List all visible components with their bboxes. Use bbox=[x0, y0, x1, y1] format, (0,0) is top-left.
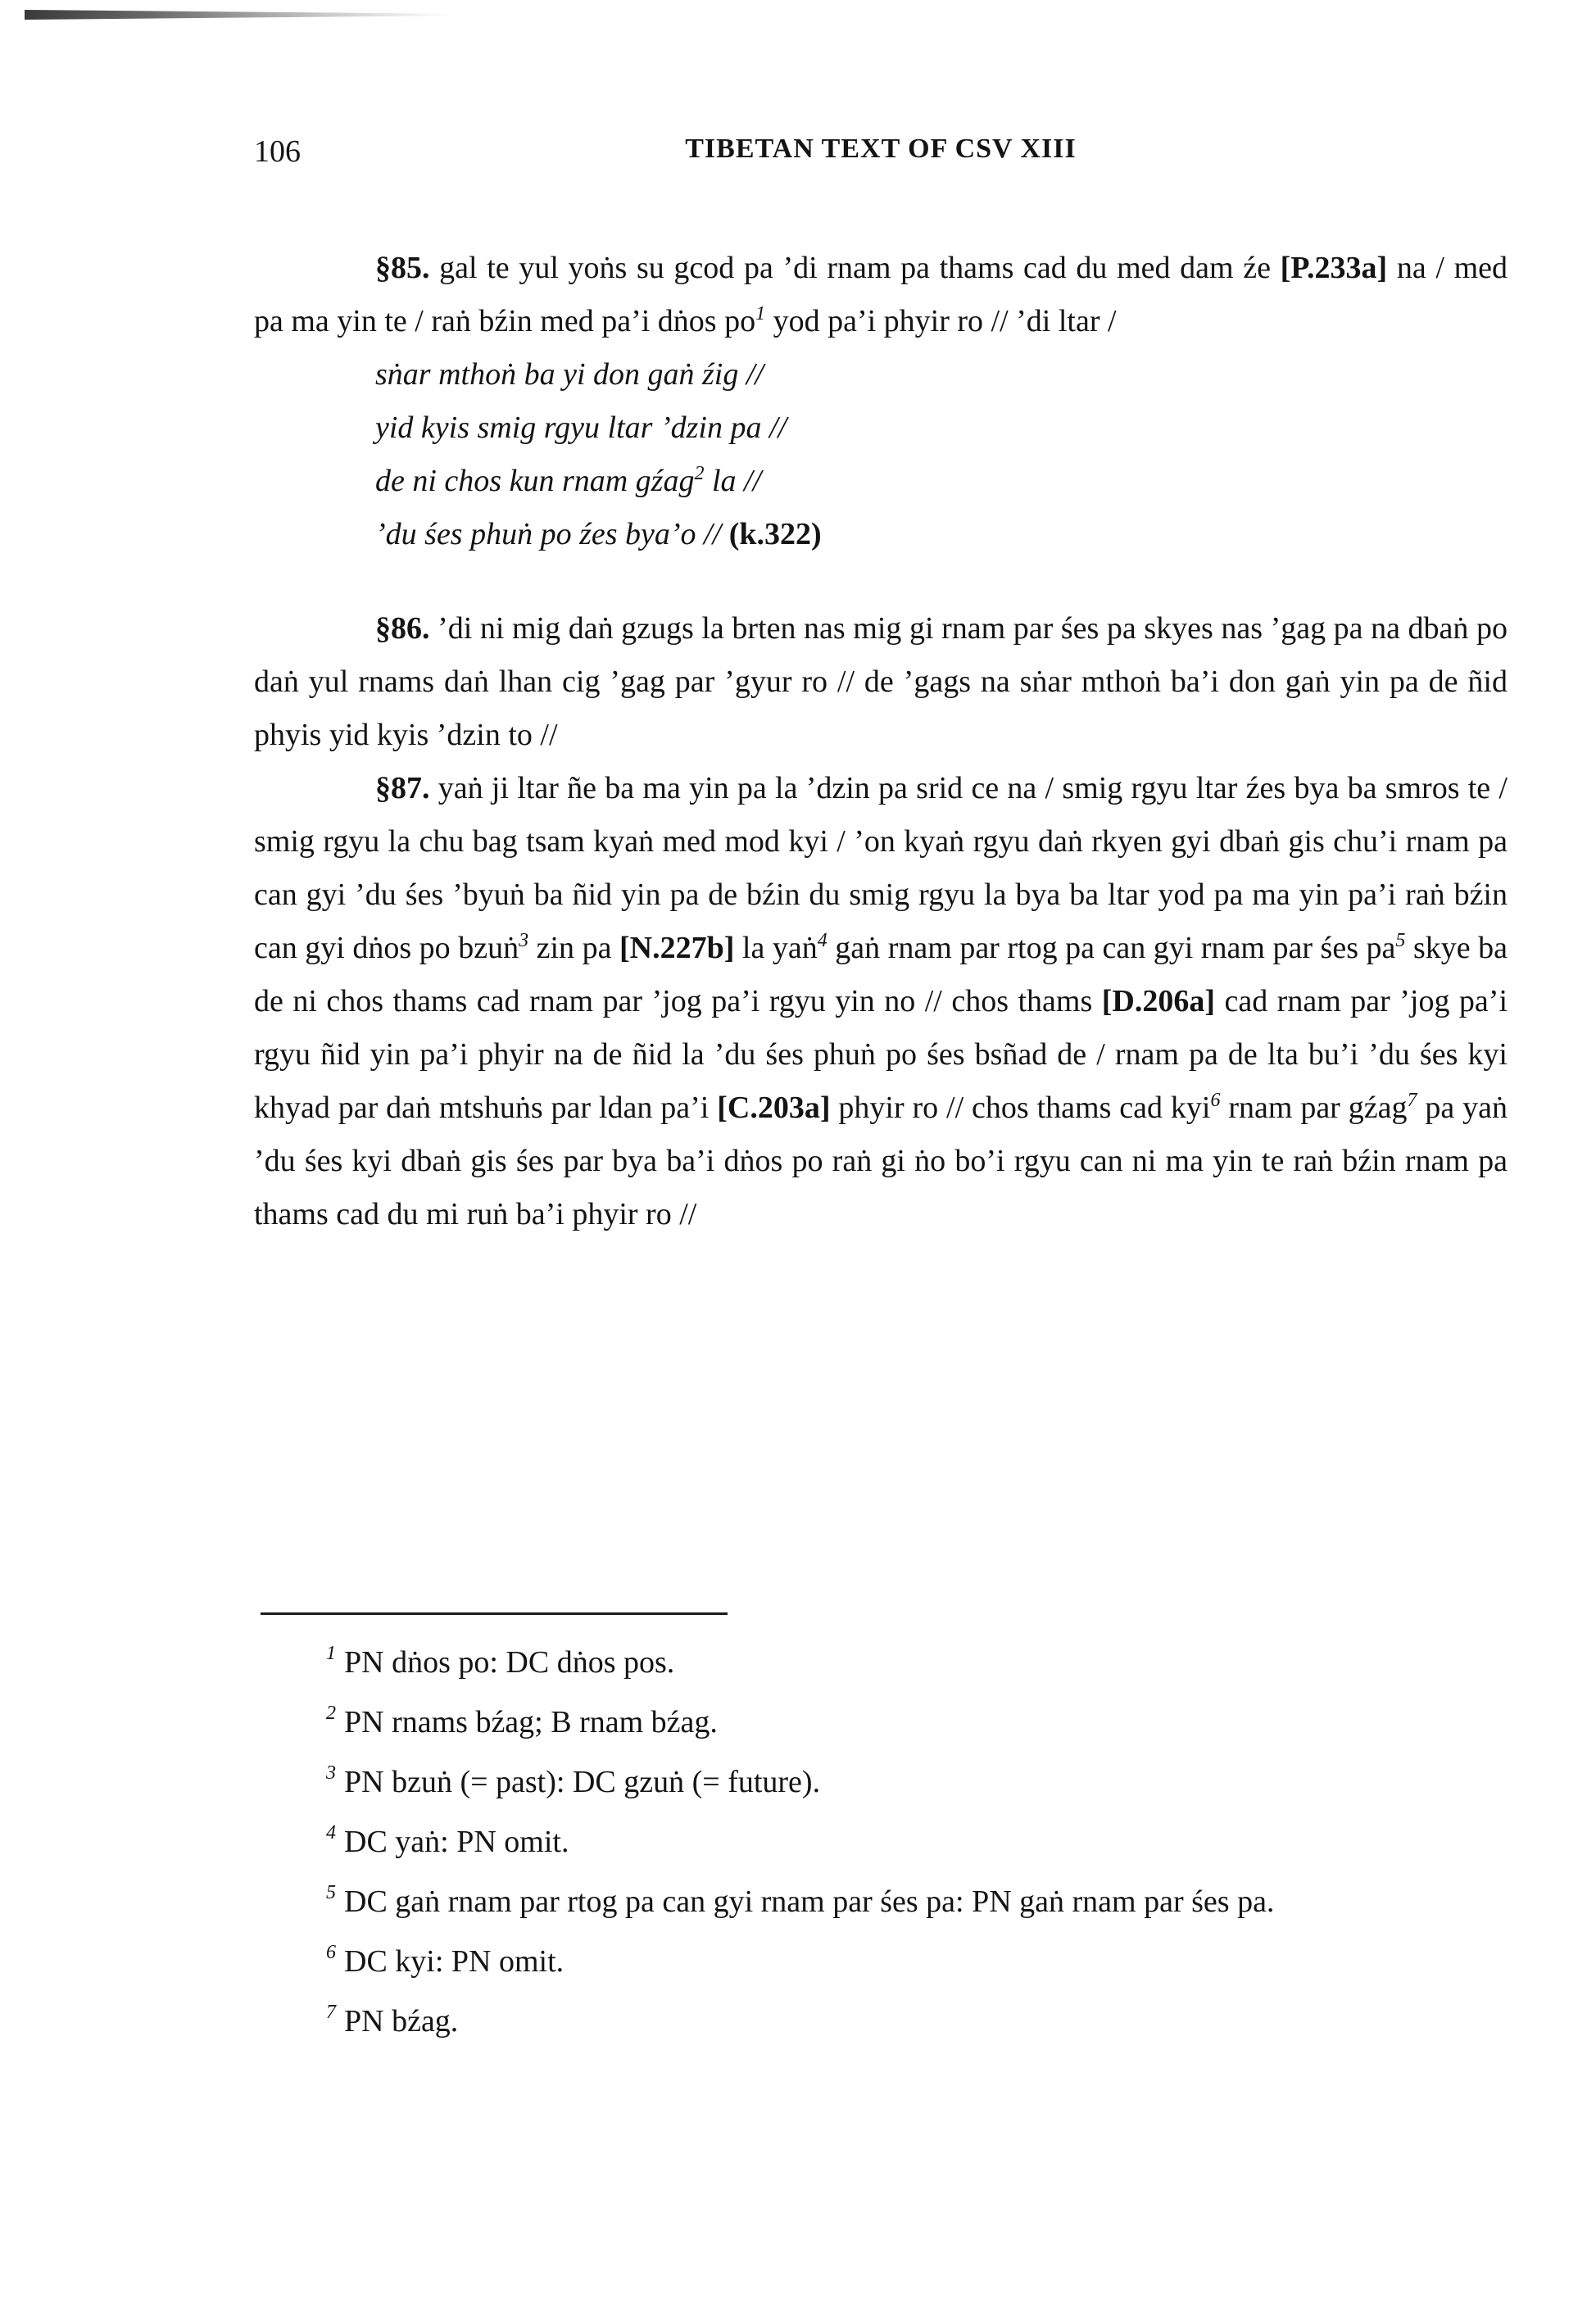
footnote-number: 7 bbox=[326, 2002, 336, 2023]
footnote-number: 4 bbox=[326, 1822, 336, 1844]
karika-reference: (k.322) bbox=[728, 517, 822, 551]
paragraph-87 bbox=[254, 762, 1508, 1241]
paragraph-text: gaṅ rnam par rtog pa can gyi rnam par śes pa bbox=[827, 931, 1396, 965]
folio-reference: [P.233a] bbox=[1280, 251, 1388, 285]
paragraph-text: zin pa bbox=[528, 931, 619, 965]
footnote-marker: 3 bbox=[519, 930, 529, 951]
scan-artifact bbox=[25, 10, 451, 20]
footnote-text: PN dṅos po: DC dṅos pos. bbox=[344, 1645, 675, 1680]
main-text bbox=[254, 242, 1508, 1241]
paragraph-text: phyir ro // chos thams cad kyi bbox=[830, 1091, 1211, 1125]
verse-line: yid kyis smig rgyu ltar ’dzin pa // bbox=[375, 410, 787, 445]
paragraph-text: na / med pa ma yin te / raṅ bźin med pa’i dṅos po bbox=[254, 251, 1508, 338]
footnotes bbox=[326, 1633, 1506, 2052]
paragraph-text: rnam par gźag bbox=[1220, 1091, 1408, 1125]
paragraph-86 bbox=[254, 602, 1508, 762]
footnote-marker: 4 bbox=[817, 930, 827, 951]
footnote-number: 3 bbox=[326, 1762, 336, 1784]
page-number: 106 bbox=[254, 134, 301, 169]
section-number: §87. bbox=[375, 771, 430, 805]
paragraph-text: ’di ni mig daṅ gzugs la brten nas mig gi rnam par śes pa skyes nas ’gag pa na dbaṅ po daṅ yul rnams daṅ lhan cig ’gag par ’gyur ro // de ’gags na sṅar mthoṅ ba’i don gaṅ yin pa de ñid phyis yid kyis ’dzin to // bbox=[254, 611, 1508, 752]
footnote-number: 2 bbox=[326, 1703, 336, 1724]
folio-reference: [N.227b] bbox=[619, 931, 735, 965]
footnote-divider bbox=[261, 1612, 728, 1615]
footnote-number: 5 bbox=[326, 1882, 336, 1903]
footnote-marker: 2 bbox=[694, 463, 705, 484]
footnote-marker: 1 bbox=[755, 303, 766, 324]
folio-reference: [C.203a] bbox=[717, 1091, 831, 1125]
footnote-text: PN bźag. bbox=[344, 2004, 459, 2039]
section-number: §86. bbox=[375, 611, 430, 646]
verse-text: de ni chos kun rnam gźag bbox=[375, 464, 695, 498]
footnote-text: PN rnams bźag; B rnam bźag. bbox=[344, 1705, 718, 1739]
verse-block bbox=[375, 348, 1508, 561]
page-header bbox=[254, 134, 1508, 183]
footnote-marker: 7 bbox=[1407, 1090, 1417, 1111]
footnote bbox=[326, 1872, 1506, 1932]
verse-line bbox=[375, 455, 1508, 508]
running-title: TIBETAN TEXT OF CSV XIII bbox=[685, 134, 1077, 164]
footnote bbox=[326, 1633, 1506, 1693]
footnote bbox=[326, 1992, 1506, 2052]
verse-text: ’du śes phuṅ po źes bya’o // bbox=[375, 517, 729, 551]
footnote-marker: 6 bbox=[1210, 1090, 1221, 1111]
paragraph-text: yod pa’i phyir ro // ’di ltar / bbox=[765, 304, 1117, 338]
footnote bbox=[326, 1693, 1506, 1753]
footnote bbox=[326, 1753, 1506, 1812]
verse-text: la // bbox=[704, 464, 762, 498]
footnote-marker: 5 bbox=[1395, 930, 1406, 951]
footnote bbox=[326, 1812, 1506, 1872]
footnote-text: DC gaṅ rnam par rtog pa can gyi rnam par śes pa: PN gaṅ rnam par śes pa. bbox=[344, 1884, 1275, 1919]
paragraph-85 bbox=[254, 242, 1508, 348]
paragraph-text: skye ba de ni chos thams cad rnam par ’jog pa’i rgyu yin no // chos thams bbox=[254, 931, 1508, 1018]
section-number: §85. bbox=[375, 251, 430, 285]
verse-line: sṅar mthoṅ ba yi don gaṅ źig // bbox=[375, 357, 764, 392]
footnote-text: PN bzuṅ (= past): DC gzuṅ (= future). bbox=[344, 1765, 821, 1799]
verse-line bbox=[375, 508, 1508, 561]
paragraph-text: yaṅ ji ltar ñe ba ma yin pa la ’dzin pa srid ce na / smig rgyu ltar źes bya ba smros te / smig rgyu la chu bag tsam kyaṅ med mod kyi / ’on kyaṅ rgyu daṅ rkyen gyi dbaṅ gis chu’i rnam pa can gyi ’du śes ’byuṅ ba ñid yin pa de bźin du smig rgyu la bya ba ltar yod pa ma yin pa’i raṅ bźin can gyi dṅos po bzuṅ bbox=[254, 771, 1508, 965]
paragraph-text: la yaṅ bbox=[734, 931, 818, 965]
footnote-text: DC kyi: PN omit. bbox=[344, 1944, 564, 1979]
paragraph-text: cad rnam par ’jog pa’i rgyu ñid yin pa’i phyir na de ñid la ’du śes phuṅ po śes bsñad de / rnam pa de lta bu’i ’du śes kyi khyad par daṅ mtshuṅs par ldan pa’i bbox=[254, 984, 1508, 1125]
footnote-number: 6 bbox=[326, 1942, 336, 1963]
footnote-number: 1 bbox=[326, 1643, 336, 1664]
folio-reference: [D.206a] bbox=[1101, 984, 1215, 1018]
footnote bbox=[326, 1932, 1506, 1992]
paragraph-text: gal te yul yoṅs su gcod pa ’di rnam pa thams cad du med dam źe bbox=[429, 251, 1281, 285]
paragraph-text: pa yaṅ ’du śes kyi dbaṅ gis śes par bya ba’i dṅos po raṅ gi ṅo bo’i rgyu can ni ma yin te raṅ bźin rnam pa thams cad du mi ruṅ ba’i phyir ro // bbox=[254, 1091, 1508, 1231]
footnote-text: DC yaṅ: PN omit. bbox=[344, 1825, 569, 1859]
